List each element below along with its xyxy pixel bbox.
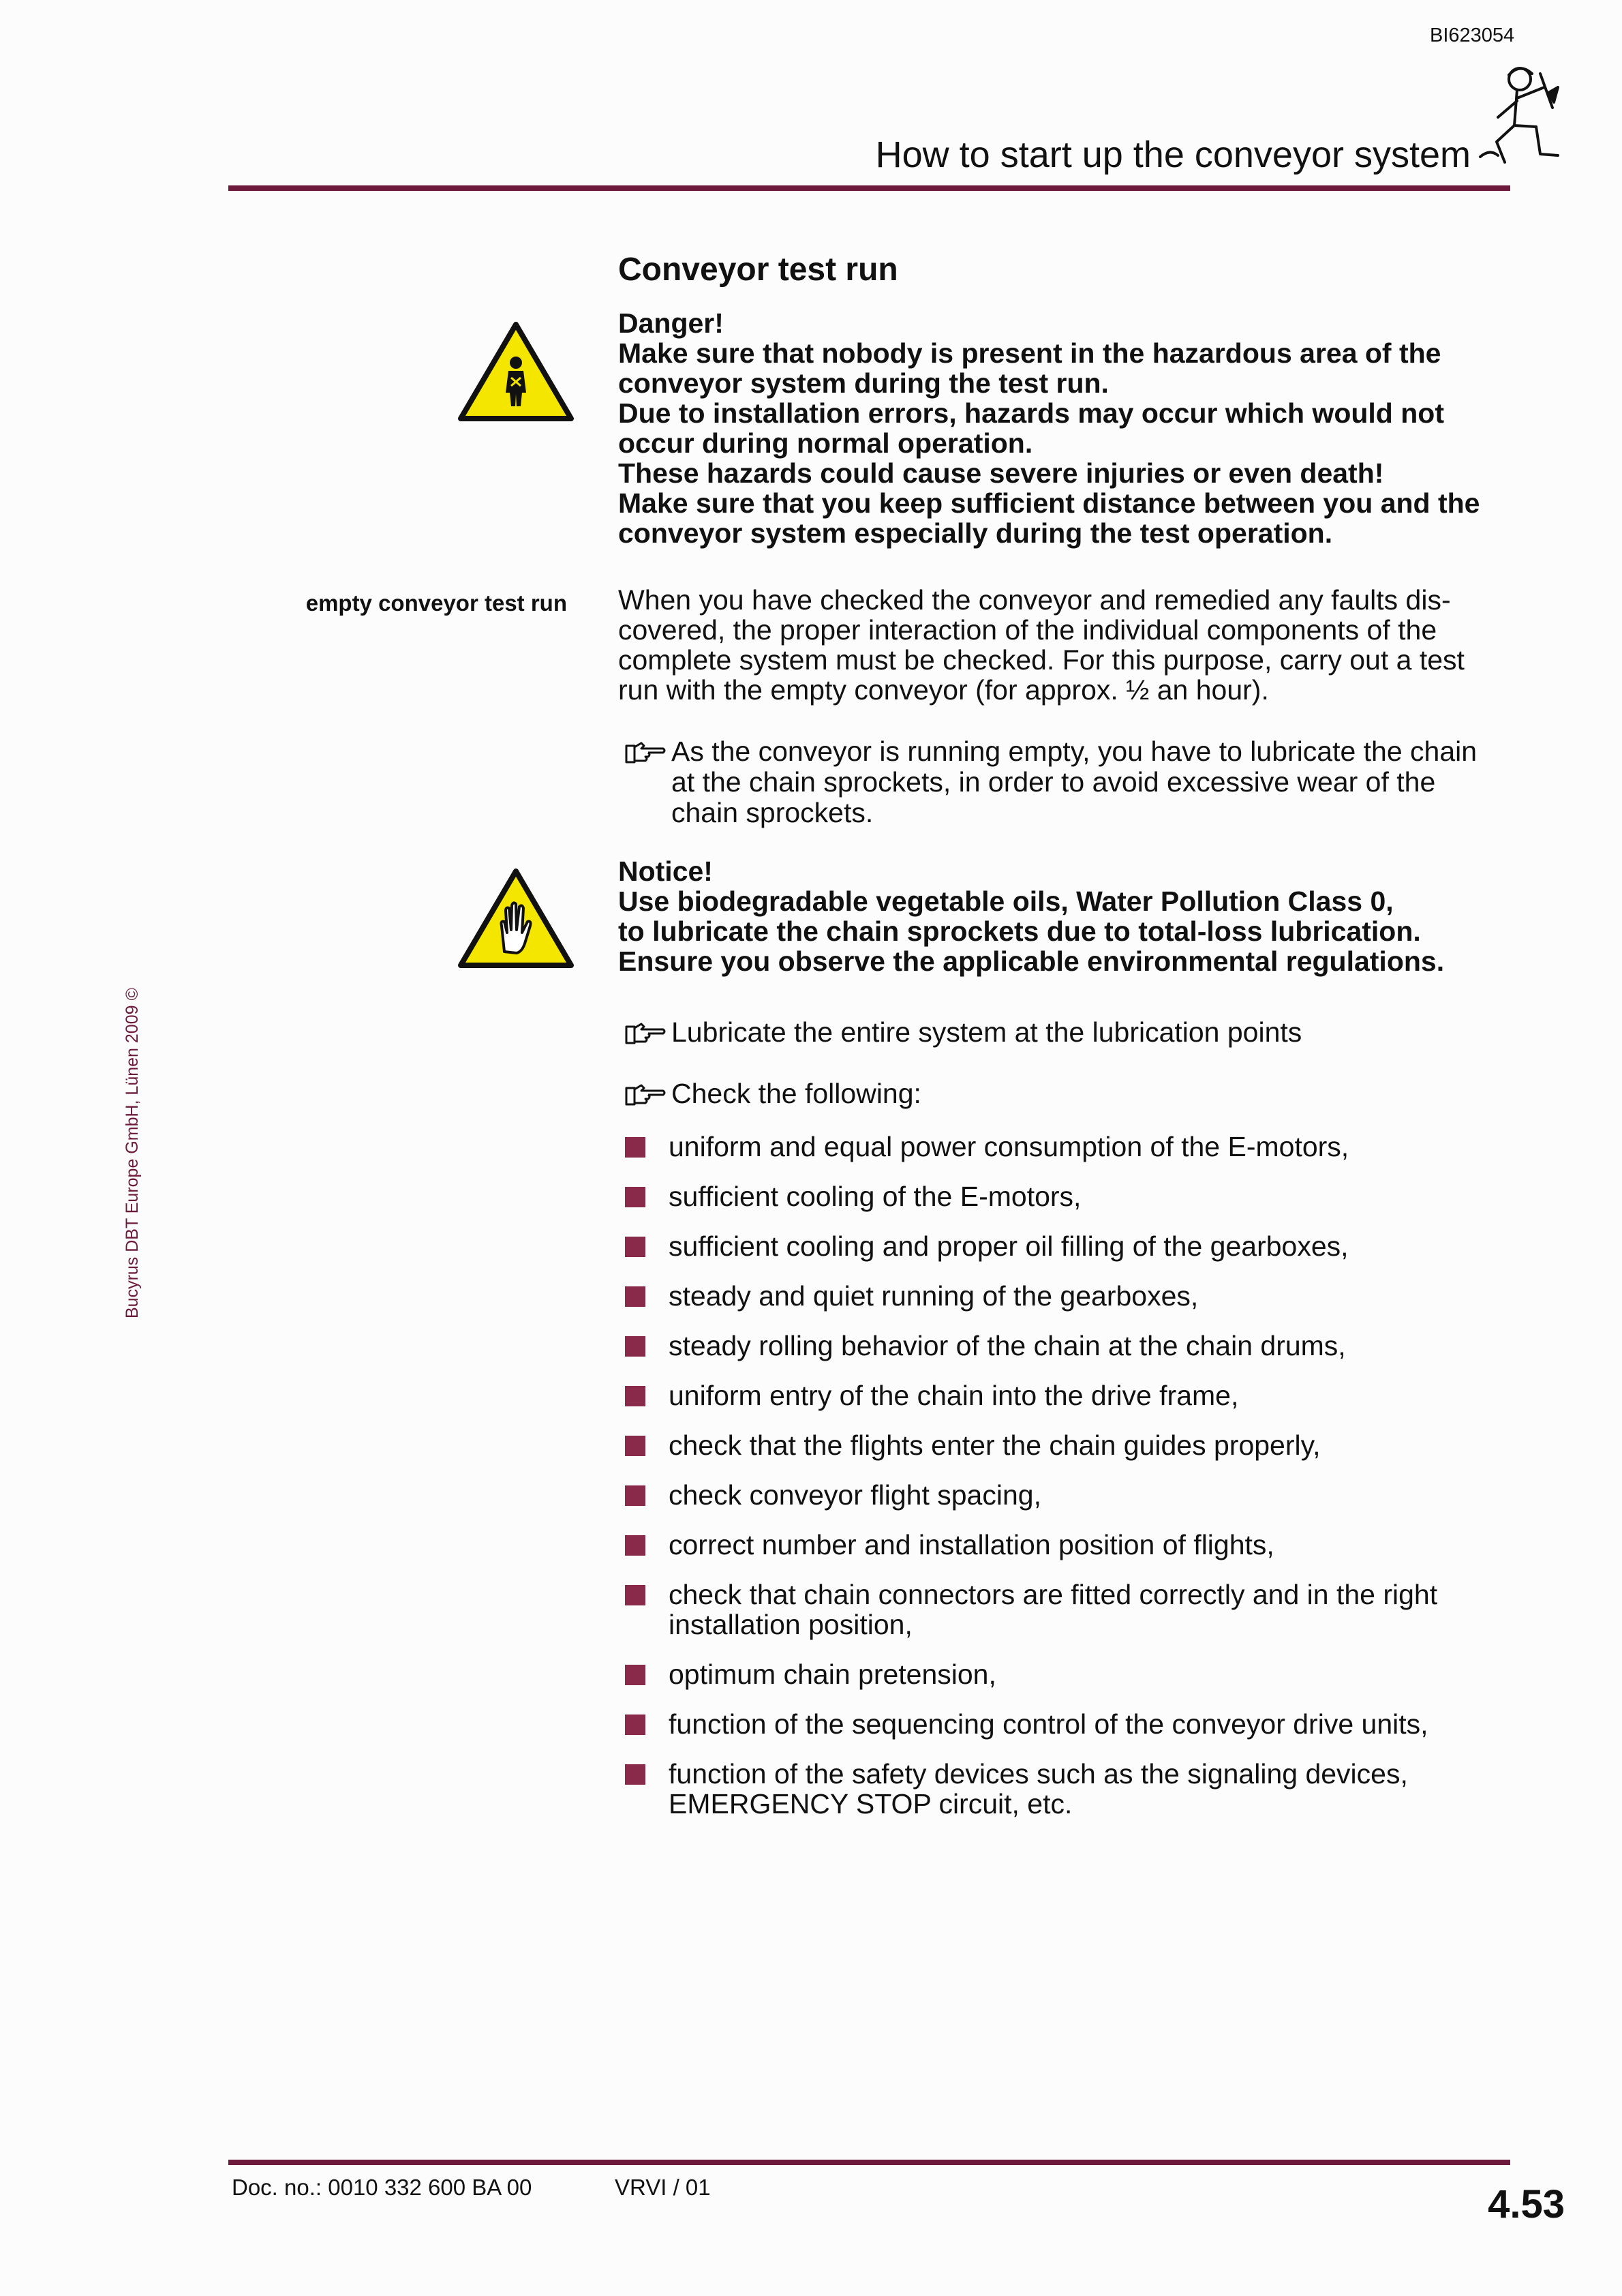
page-number: 4.53 xyxy=(1488,2182,1565,2226)
list-item xyxy=(625,1709,1511,1739)
list-item-text: correct number and installation position of flights, xyxy=(669,1529,1274,1560)
list-item xyxy=(625,1181,1511,1211)
footer-revision: VRVI / 01 xyxy=(615,2175,711,2200)
list-item-text: uniform and equal power consumption of the E-motors, xyxy=(669,1131,1349,1162)
list-item-text: steady rolling behavior of the chain at the chain drums, xyxy=(669,1330,1346,1361)
hint-item xyxy=(625,1017,1504,1051)
footer-doc-number: Doc. no.: 0010 332 600 BA 00 xyxy=(232,2175,532,2200)
list-item-text: sufficient cooling and proper oil filling of the gearboxes, xyxy=(669,1230,1349,1262)
list-item xyxy=(625,1430,1511,1460)
list-item-text: optimum chain pretension, xyxy=(669,1659,996,1690)
bullet-square-icon xyxy=(625,1535,645,1556)
list-item-text: sufficient cooling of the E-motors, xyxy=(669,1181,1082,1212)
bullet-square-icon xyxy=(625,1436,645,1456)
margin-label: empty conveyor test run xyxy=(305,590,567,616)
notice-line: Use biodegradable vegetable oils, Water Pollution Class 0, xyxy=(618,886,1394,917)
list-item xyxy=(625,1759,1511,1819)
danger-line: These hazards could cause severe injuries or even death! xyxy=(618,457,1384,489)
bullet-square-icon xyxy=(625,1665,645,1685)
bullet-square-icon xyxy=(625,1286,645,1307)
list-item-text: check conveyor flight spacing, xyxy=(669,1479,1041,1511)
bullet-square-icon xyxy=(625,1485,645,1506)
list-item-text: function of the sequencing control of the conveyor drive units, xyxy=(669,1708,1428,1740)
hint-item xyxy=(625,1078,1504,1112)
pointing-hand-icon xyxy=(625,736,671,828)
list-item-text: steady and quiet running of the gearboxes, xyxy=(669,1280,1199,1312)
notice-warning xyxy=(618,856,1504,976)
bullet-square-icon xyxy=(625,1764,645,1785)
bullet-square-icon xyxy=(625,1715,645,1735)
document-id: BI623054 xyxy=(1430,25,1515,46)
list-item-text: uniform entry of the chain into the drive frame, xyxy=(669,1380,1239,1411)
danger-line: Make sure that nobody is present in the hazardous area of the conveyor system during the test run. xyxy=(618,337,1441,399)
check-list xyxy=(625,1132,1511,1839)
footer-rule xyxy=(228,2160,1510,2165)
pointing-hand-icon xyxy=(625,1017,671,1051)
hand-warning-icon xyxy=(457,867,575,969)
list-item xyxy=(625,1580,1511,1640)
page-header-title: How to start up the conveyor system xyxy=(875,134,1471,175)
list-item xyxy=(625,1530,1511,1560)
hint-text: Lubricate the entire system at the lubrication points xyxy=(671,1016,1302,1048)
person-warning-icon xyxy=(457,320,575,423)
bullet-square-icon xyxy=(625,1585,645,1605)
bullet-square-icon xyxy=(625,1187,645,1207)
danger-line: Make sure that you keep sufficient distance between you and the conveyor system especially during the test operation. xyxy=(618,487,1480,549)
list-item xyxy=(625,1231,1511,1261)
list-item xyxy=(625,1281,1511,1311)
list-item xyxy=(625,1331,1511,1361)
list-item xyxy=(625,1380,1511,1410)
list-item-text: function of the safety devices such as the signaling devices, EMERGENCY STOP circuit, etc. xyxy=(669,1758,1408,1819)
list-item xyxy=(625,1480,1511,1510)
danger-warning xyxy=(618,308,1504,548)
notice-heading: Notice! xyxy=(618,856,713,887)
copyright-notice: Bucyrus DBT Europe GmbH, Lünen 2009 © xyxy=(123,988,142,1318)
bullet-square-icon xyxy=(625,1336,645,1357)
notice-line: to lubricate the chain sprockets due to total-loss lubrication. xyxy=(618,916,1421,947)
intro-paragraph: When you have checked the conveyor and remedied any faults dis-covered, the proper interaction of the individual components of the complete system must be checked. For this purpose, carry out a test run with the empty conveyor (for approx. ½ an hour). xyxy=(618,584,1465,706)
list-item xyxy=(625,1132,1511,1162)
notice-line: Ensure you observe the applicable environmental regulations. xyxy=(618,946,1445,977)
hint-item xyxy=(625,736,1504,828)
section-title: Conveyor test run xyxy=(618,252,898,288)
header-rule xyxy=(228,185,1510,191)
bullet-square-icon xyxy=(625,1137,645,1158)
pointing-hand-icon xyxy=(625,1078,671,1112)
hint-text: Check the following: xyxy=(671,1078,921,1109)
danger-line: Due to installation errors, hazards may occur which would not occur during normal operation. xyxy=(618,397,1444,459)
bullet-square-icon xyxy=(625,1386,645,1406)
danger-heading: Danger! xyxy=(618,307,724,339)
list-item-text: check that chain connectors are fitted correctly and in the right installation position, xyxy=(669,1579,1438,1640)
bullet-square-icon xyxy=(625,1237,645,1257)
worker-with-tool-icon xyxy=(1478,60,1573,176)
list-item-text: check that the flights enter the chain guides properly, xyxy=(669,1430,1321,1461)
list-item xyxy=(625,1659,1511,1689)
hint-text: As the conveyor is running empty, you have to lubricate the chain at the chain sprockets, in order to avoid excessive wear of the chain sprockets. xyxy=(671,736,1478,828)
